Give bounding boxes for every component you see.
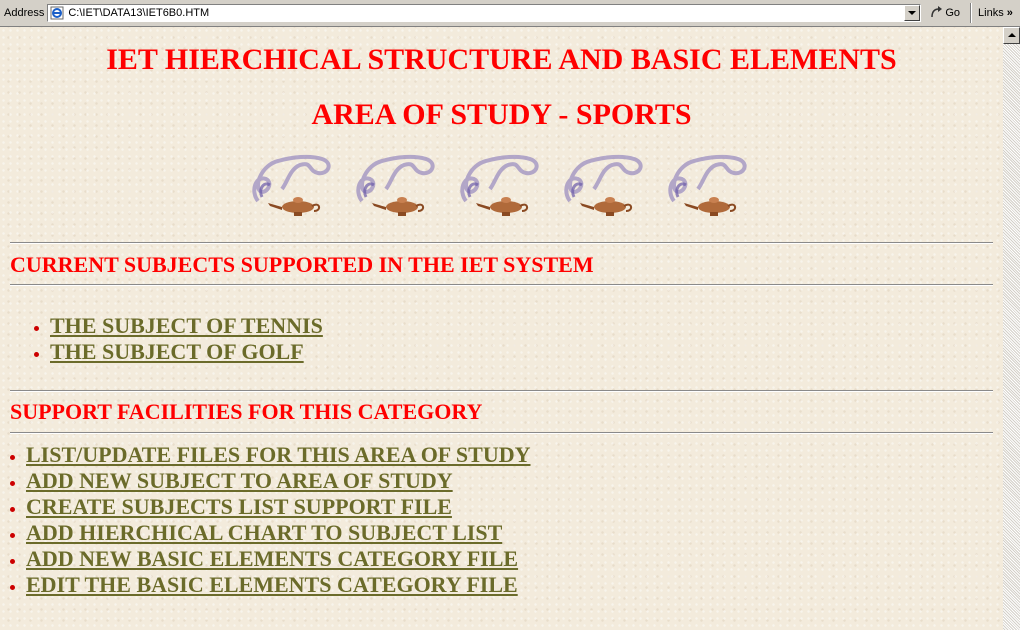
list-item xyxy=(34,313,323,339)
bullet-icon xyxy=(10,585,15,590)
chevron-right-double-icon: » xyxy=(1006,7,1013,19)
edit-basic-elements-link[interactable]: EDIT THE BASIC ELEMENTS CATEGORY FILE xyxy=(26,572,518,597)
magic-lamp-icon xyxy=(248,151,334,219)
address-value: C:\IET\DATA13\IET6B0.HTM xyxy=(68,7,210,19)
list-item xyxy=(10,494,531,520)
scroll-up-button[interactable] xyxy=(1003,27,1020,44)
support-list xyxy=(10,442,531,598)
go-label: Go xyxy=(945,7,961,19)
links-button[interactable] xyxy=(978,7,1013,19)
list-item xyxy=(10,546,531,572)
toolbar-separator xyxy=(970,3,972,23)
chevron-down-icon xyxy=(908,11,916,16)
list-item xyxy=(10,572,531,598)
chevron-up-icon xyxy=(1008,33,1016,38)
subjects-heading: CURRENT SUBJECTS SUPPORTED IN THE IET SYSTEM xyxy=(10,252,594,277)
magic-lamp-icon xyxy=(560,151,646,219)
magic-lamp-icon xyxy=(352,151,438,219)
bullet-icon xyxy=(10,533,15,538)
address-input[interactable] xyxy=(47,4,921,22)
bullet-icon xyxy=(10,507,15,512)
bullet-icon xyxy=(34,352,39,357)
bullet-icon xyxy=(10,481,15,486)
links-label: Links xyxy=(978,7,1004,19)
ie-page-icon xyxy=(50,6,64,20)
bullet-icon xyxy=(10,455,15,460)
subject-link-tennis[interactable]: THE SUBJECT OF TENNIS xyxy=(50,313,323,338)
magic-lamp-icon xyxy=(456,151,542,219)
divider xyxy=(10,390,993,392)
bullet-icon xyxy=(34,326,39,331)
subject-link-golf[interactable]: THE SUBJECT OF GOLF xyxy=(50,339,304,364)
support-heading: SUPPORT FACILITIES FOR THIS CATEGORY xyxy=(10,399,483,424)
list-item xyxy=(10,442,531,468)
page-title: IET HIERCHICAL STRUCTURE AND BASIC ELEMENTS xyxy=(106,43,897,76)
add-basic-elements-link[interactable]: ADD NEW BASIC ELEMENTS CATEGORY FILE xyxy=(26,546,519,571)
page-content xyxy=(0,27,1003,630)
list-item xyxy=(10,468,531,494)
address-bar xyxy=(0,0,1020,27)
address-dropdown-button[interactable] xyxy=(904,5,920,21)
list-item xyxy=(34,339,323,365)
create-subjects-list-link[interactable]: CREATE SUBJECTS LIST SUPPORT FILE xyxy=(26,494,452,519)
address-label: Address xyxy=(4,7,45,19)
list-update-files-link[interactable]: LIST/UPDATE FILES FOR THIS AREA OF STUDY xyxy=(26,442,531,467)
magic-lamp-icon xyxy=(664,151,750,219)
vertical-scrollbar[interactable] xyxy=(1003,27,1020,630)
divider xyxy=(10,432,993,434)
page-subtitle: AREA OF STUDY - SPORTS xyxy=(311,98,692,131)
bullet-icon xyxy=(10,559,15,564)
go-button[interactable] xyxy=(929,6,960,20)
divider xyxy=(10,242,993,244)
list-item xyxy=(10,520,531,546)
subjects-list xyxy=(34,313,323,365)
add-new-subject-link[interactable]: ADD NEW SUBJECT TO AREA OF STUDY xyxy=(26,468,453,493)
divider xyxy=(10,284,993,286)
go-arrow-icon xyxy=(929,6,943,20)
add-hierchical-chart-link[interactable]: ADD HIERCHICAL CHART TO SUBJECT LIST xyxy=(26,520,503,545)
lamp-decoration-row xyxy=(248,151,750,219)
